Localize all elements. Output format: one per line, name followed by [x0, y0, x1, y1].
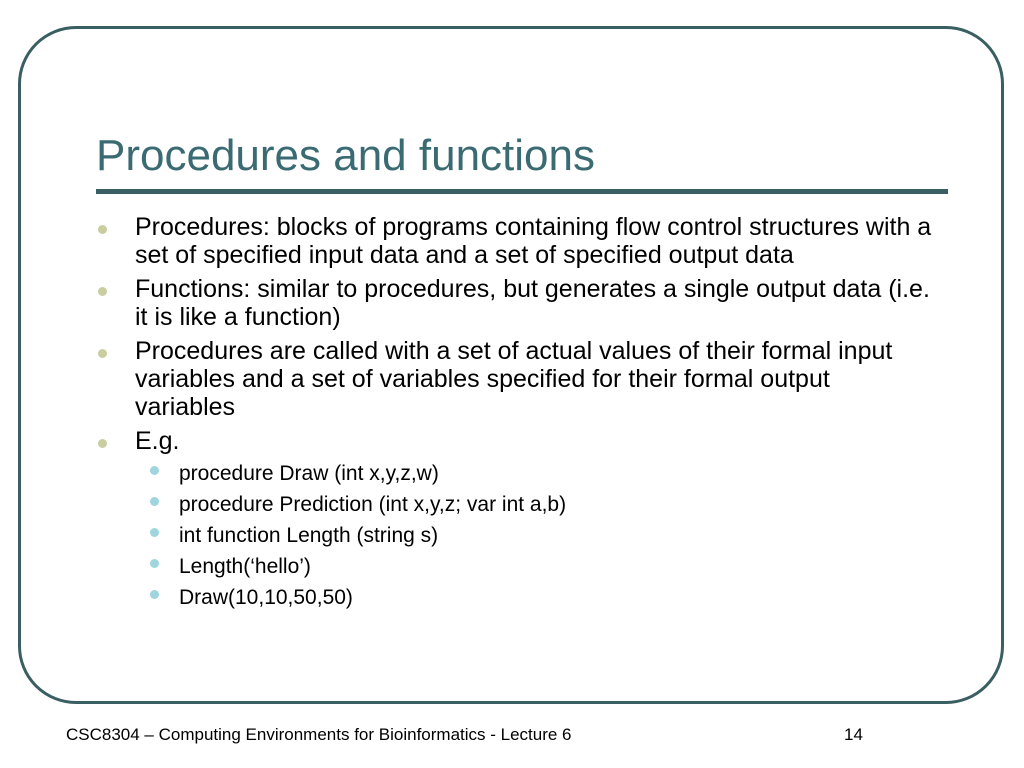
slide-title: Procedures and functions	[96, 131, 595, 180]
sub-bullet-text: Draw(10,10,50,50)	[179, 586, 353, 609]
sub-bullet-text: int function Length (string s)	[179, 524, 439, 547]
title-underline	[96, 189, 948, 194]
page-number: 14	[844, 725, 863, 744]
footer-course-text: CSC8304 – Computing Environments for Bioinformatics - Lecture 6	[66, 725, 572, 744]
bullet-dot-icon	[98, 225, 107, 234]
sub-bullet-dot-icon	[150, 466, 159, 475]
slide-content	[96, 213, 936, 616]
bullet-text: Functions: similar to procedures, but generates a single output data (i.e. it is like a function)	[135, 275, 930, 331]
bullet-text: E.g.	[135, 427, 180, 455]
bullet-dot-icon	[98, 349, 107, 358]
sub-bullet-dot-icon	[150, 559, 159, 568]
sub-bullet-dot-icon	[150, 528, 159, 537]
sub-bullet-item	[134, 585, 936, 610]
sub-bullet-item	[134, 461, 936, 486]
bullet-text: Procedures: blocks of programs containing flow control structures with a set of specified input data and a set of specified output data	[135, 213, 932, 269]
sub-bullet-dot-icon	[150, 497, 159, 506]
sub-bullet-item	[134, 523, 936, 548]
sub-bullet-text: Length(‘hello’)	[179, 555, 311, 578]
sub-bullet-text: procedure Prediction (int x,y,z; var int a,b)	[179, 493, 567, 516]
sub-bullet-dot-icon	[150, 590, 159, 599]
bullet-list	[96, 213, 936, 610]
bullet-item	[96, 427, 936, 610]
bullet-item	[96, 275, 936, 331]
bullet-dot-icon	[98, 287, 107, 296]
bullet-item	[96, 213, 936, 269]
bullet-item	[96, 337, 936, 421]
sub-bullet-item	[134, 492, 936, 517]
sub-bullet-item	[134, 554, 936, 579]
sub-bullet-list	[135, 461, 936, 610]
bullet-dot-icon	[98, 439, 107, 448]
bullet-text: Procedures are called with a set of actual values of their formal input variables and a set of variables specified for their formal output variables	[135, 337, 893, 421]
sub-bullet-text: procedure Draw (int x,y,z,w)	[179, 462, 439, 485]
